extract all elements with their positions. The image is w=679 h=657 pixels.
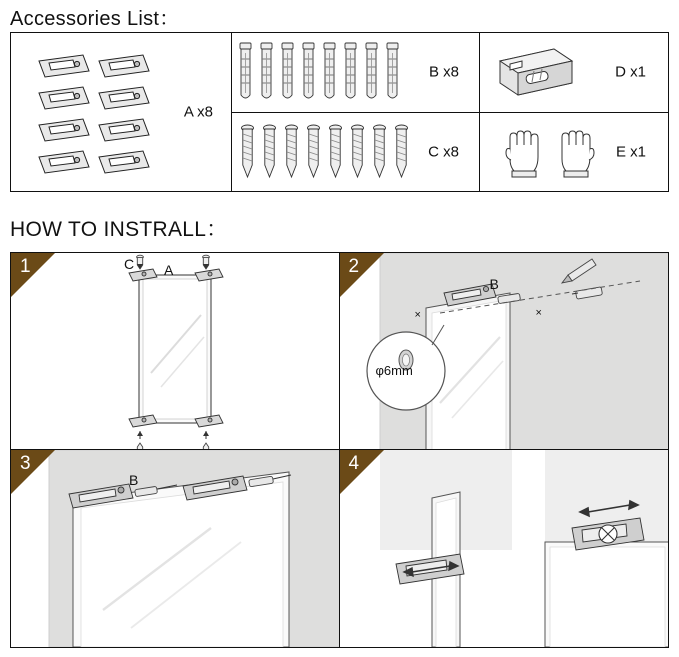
step-1-corner-badge	[11, 253, 55, 297]
accessory-cell-a	[11, 33, 232, 191]
accessory-cell-c	[232, 113, 479, 192]
step-3-illustration	[11, 450, 340, 647]
accessory-label-a: A x8	[183, 103, 213, 121]
step-2-illustration	[340, 253, 669, 450]
how-to-install-title: HOW TO INSTRALL：	[10, 218, 228, 241]
step-2-number: 2	[348, 256, 360, 277]
install-step-3	[11, 450, 340, 647]
accessory-column-de	[480, 33, 668, 191]
step-1-illustration	[11, 253, 340, 450]
install-step-4	[340, 450, 669, 647]
step-2-mark-right: ×	[535, 307, 542, 319]
step-2-mark-left: ×	[414, 309, 421, 321]
install-step-1	[11, 253, 340, 450]
accessories-table	[10, 32, 669, 192]
accessory-label-d: D x1	[615, 63, 646, 81]
step-1-label-a: A	[164, 262, 174, 278]
accessories-list-title: Accessories List：	[10, 8, 180, 30]
step-3-label-b: B	[129, 472, 139, 488]
install-step-2	[340, 253, 669, 450]
step-4-illustration	[340, 450, 669, 647]
accessory-cell-e	[480, 113, 668, 192]
step-4-corner-badge	[340, 450, 384, 494]
accessory-label-c: C x8	[428, 143, 459, 161]
install-steps-grid	[10, 252, 669, 648]
step-4-number: 4	[348, 453, 360, 474]
step-2-label-diameter: φ6mm	[375, 363, 413, 378]
step-1-number: 1	[20, 256, 31, 277]
step-3-corner-badge	[11, 450, 55, 494]
step-2-label-b: B	[489, 276, 499, 292]
accessory-cell-b	[232, 33, 479, 113]
step-1-label-c: C	[124, 256, 135, 272]
step-2-corner-badge	[340, 253, 384, 297]
accessory-column-bc	[232, 33, 480, 191]
step-3-number: 3	[20, 453, 31, 474]
accessory-cell-d	[480, 33, 668, 113]
accessory-label-b: B x8	[428, 63, 459, 81]
accessory-label-e: E x1	[615, 143, 646, 161]
